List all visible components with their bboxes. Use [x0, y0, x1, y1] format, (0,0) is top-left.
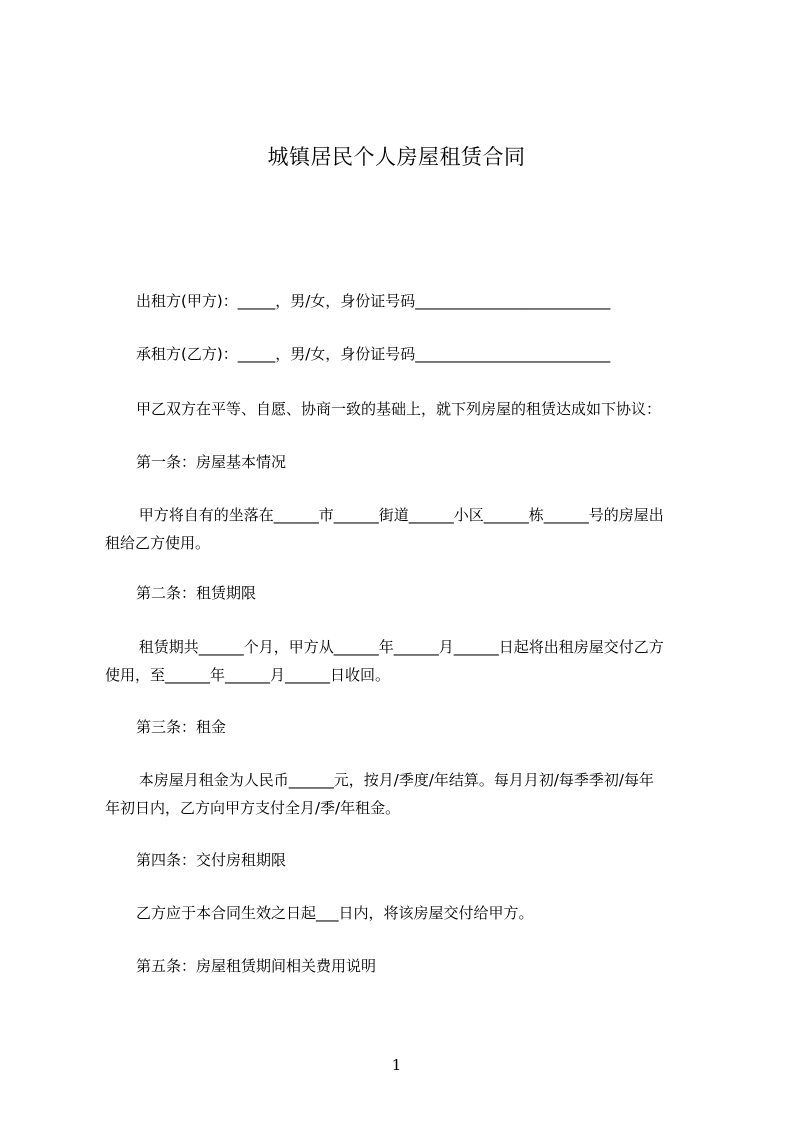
page-number: 1: [391, 1056, 402, 1074]
article-3-line-2: 年初日内，乙方向甲方支付全月/季/年租金。: [105, 799, 401, 817]
article-5-heading: 第五条：房屋租赁期间相关费用说明: [136, 957, 377, 975]
article-1-heading: 第一条：房屋基本情况: [136, 453, 287, 471]
document-title: 城镇居民个人房屋租赁合同: [267, 145, 526, 169]
article-3-line-1: 本房屋月租金为人民币______元，按月/季度/年结算。每月月初/每季季初/每年: [134, 771, 654, 789]
article-1-line-2: 租给乙方使用。: [105, 534, 211, 552]
article-3-heading: 第三条：租金: [136, 718, 227, 736]
article-2-line-2: 使用，至______年______月______日收回。: [105, 666, 391, 684]
intro-paragraph: 甲乙双方在平等、自愿、协商一致的基础上，就下列房屋的租赁达成如下协议：: [136, 400, 662, 418]
party-b-line: 承租方(乙方)：_____，男/女，身份证号码__________________________: [136, 345, 611, 363]
article-4-line-1: 乙方应于本合同生效之日起___日内，将该房屋交付给甲方。: [136, 904, 534, 922]
article-4-heading: 第四条：交付房租期限: [136, 851, 287, 869]
article-1-line-1: 甲方将自有的坐落在______市______街道______小区______栋______号的房屋出: [134, 506, 664, 524]
article-2-heading: 第二条：租赁期限: [136, 584, 257, 602]
article-2-line-1: 租赁期共______个月，甲方从______年______月______日起将出租房屋交付乙方: [134, 638, 664, 656]
party-a-line: 出租方(甲方)：_____，男/女，身份证号码__________________________: [136, 292, 611, 310]
